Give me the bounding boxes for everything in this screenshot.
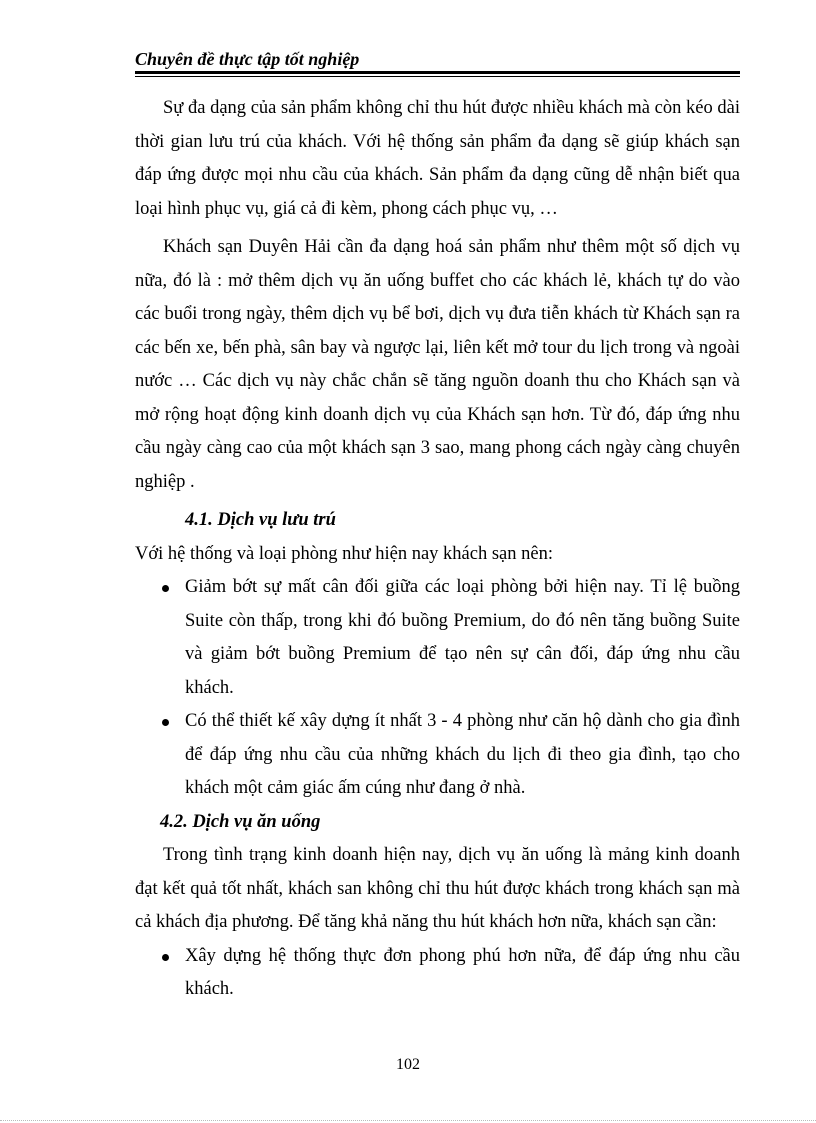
page-body [135, 92, 740, 1007]
list-item-text: Giảm bớt sự mất cân đối giữa các loại phòng bởi hiện nay. Tỉ lệ buồng Suite còn thấp, trong khi đó buồng Premium, do đó nên tăng buồng Suite và giảm bớt buồng Premium để tạo nên sự cân đối, đáp ứng nhu cầu khách. [185, 577, 740, 698]
bullet-icon [162, 719, 169, 726]
header-rule-thick [135, 71, 740, 74]
header-title: Chuyên đề thực tập tốt nghiệp [135, 49, 360, 69]
page-header [135, 48, 740, 77]
list-item [135, 940, 740, 1007]
bullet-list-dining [135, 940, 740, 1007]
list-item-text: Xây dựng hệ thống thực đơn phong phú hơn nữa, để đáp ứng nhu cầu khách. [185, 945, 740, 999]
list-item-text: Có thể thiết kế xây dựng ít nhất 3 - 4 phòng như căn hộ dành cho gia đình để đáp ứng nhu cầu của những khách du lịch đi theo gia đình, tạo cho khách một cảm giác ấm cúng như đang ở nhà. [185, 711, 740, 798]
header-rule-thin [135, 76, 740, 77]
paragraph-diversify-services: Khách sạn Duyên Hải cần đa dạng hoá sản phẩm như thêm một số dịch vụ nữa, đó là : mở thêm dịch vụ ăn uống buffet cho các khách lẻ, khách tự do vào các buổi trong ngày, thêm dịch vụ bể bơi, dịch vụ đưa tiễn khách từ Khách sạn ra các bến xe, bến phà, sân bay và ngược lại, liên kết mở tour du lịch trong và ngoài nước … Các dịch vụ này chắc chắn sẽ tăng nguồn doanh thu cho Khách sạn và mở rộng hoạt động kinh doanh dịch vụ của Khách sạn hơn. Từ đó, đáp ứng nhu cầu ngày càng cao của một khách sạn 3 sao, mang phong cách ngày càng chuyên nghiệp . [135, 237, 740, 492]
section-heading-accommodation: 4.1. Dịch vụ lưu trú [185, 510, 336, 530]
page-number: 102 [396, 1056, 420, 1073]
footer-divider [0, 1120, 816, 1121]
list-item [135, 705, 740, 806]
bullet-icon [162, 585, 169, 592]
paragraph-dining: Trong tình trạng kinh doanh hiện nay, dịch vụ ăn uống là mảng kinh doanh đạt kết quả tốt nhất, khách san không chỉ thu hút được khách trong khách sạn mà cả khách địa phương. Để tăng khả năng thu hút khách hơn nữa, khách sạn cần: [135, 845, 740, 932]
bullet-icon [162, 954, 169, 961]
section-intro-accommodation: Với hệ thống và loại phòng như hiện nay khách sạn nên: [135, 543, 553, 564]
section-heading-dining: 4.2. Dịch vụ ăn uống [160, 811, 321, 832]
bullet-list-accommodation [135, 571, 740, 806]
paragraph-product-diversity: Sự đa dạng của sản phẩm không chỉ thu hút được nhiều khách mà còn kéo dài thời gian lưu trú của khách. Với hệ thống sản phẩm đa dạng sẽ giúp khách sạn đáp ứng được mọi nhu cầu của khách. Sản phẩm đa dạng cũng dễ nhận biết qua loại hình phục vụ, giá cả đi kèm, phong cách phục vụ, … [135, 98, 740, 219]
list-item [135, 571, 740, 705]
